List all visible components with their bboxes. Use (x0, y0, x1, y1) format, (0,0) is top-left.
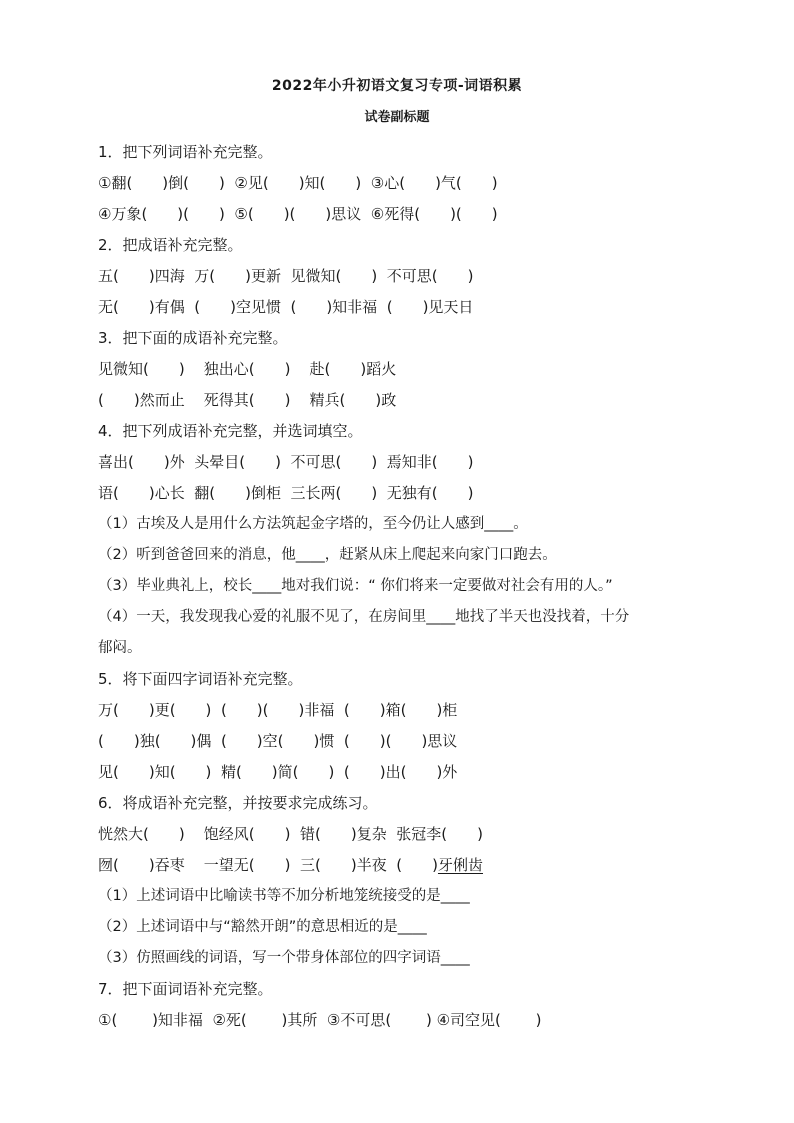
question-6-sub: （2）上述词语中与“豁然开朗”的意思相近的是____ (98, 919, 427, 935)
question-2-line: 五( )四海 万( )更新 见微知( ) 不可思( ) (98, 267, 474, 285)
question-4-sub-continued: 郁闷。 (98, 640, 142, 656)
question-6-line-text: 囫( )吞枣 一望无( ) 三( )半夜 ( ) (98, 856, 438, 874)
question-4-sub: （1）古埃及人是用什么方法筑起金字塔的，至今仍让人感到____。 (98, 516, 528, 532)
question-3-line: ( )然而止 死得其( ) 精兵( )政 (98, 391, 397, 409)
question-4-prompt: 4．把下列成语补充完整，并选词填空。 (98, 422, 363, 440)
question-6-sub: （3）仿照画线的词语，写一个带身体部位的四字词语____ (98, 950, 470, 966)
question-3-prompt: 3．把下面的成语补充完整。 (98, 329, 288, 347)
question-7-line: ①( )知非福 ②死( )其所 ③不可思( ) ④司空见( ) (98, 1011, 542, 1029)
question-5-line: 万( )更( ) ( )( )非福 ( )箱( )柜 (98, 701, 458, 719)
question-5-line: ( )独( )偶 ( )空( )惯 ( )( )思议 (98, 732, 458, 750)
question-6-sub: （1）上述词语中比喻读书等不加分析地笼统接受的是____ (98, 888, 470, 904)
question-6-line (98, 850, 698, 881)
question-4-line: 语( )心长 翻( )倒柜 三长两( ) 无独有( ) (98, 484, 474, 502)
question-5-prompt: 5．将下面四字词语补充完整。 (98, 670, 303, 688)
question-6-prompt: 6．将成语补充完整，并按要求完成练习。 (98, 794, 378, 812)
question-2-line: 无( )有偶 ( )空见惯 ( )知非福 ( )见天日 (98, 298, 474, 316)
underlined-idiom: 牙俐齿 (437, 856, 483, 874)
question-1-prompt: 1．把下列词语补充完整。 (98, 143, 273, 161)
question-2-prompt: 2．把成语补充完整。 (98, 236, 243, 254)
question-1-line: ①翻( )倒( ) ②见( )知( ) ③心( )气( ) (98, 174, 498, 192)
question-6-line: 恍然大( ) 饱经风( ) 错( )复杂 张冠李( ) (98, 825, 483, 843)
question-4-sub: （3）毕业典礼上，校长____地对我们说：“ 你们将来一定要做对社会有用的人。” (98, 578, 613, 594)
question-1-line: ④万象( )( ) ⑤( )( )思议 ⑥死得( )( ) (98, 205, 498, 223)
question-3-line: 见微知( ) 独出心( ) 赴( )蹈火 (98, 360, 397, 378)
question-4-sub: （4）一天，我发现我心爱的礼服不见了，在房间里____地找了半天也没找着，十分 (98, 609, 630, 625)
question-5-line: 见( )知( ) 精( )简( ) ( )出( )外 (98, 763, 458, 781)
page-subtitle: 试卷副标题 (364, 110, 430, 125)
question-4-line: 喜出( )外 头晕目( ) 不可思( ) 焉知非( ) (98, 453, 474, 471)
page-title: 2022年小升初语文复习专项-词语积累 (271, 78, 523, 94)
question-4-sub: （2）听到爸爸回来的消息，他____，赶紧从床上爬起来向家门口跑去。 (98, 547, 557, 563)
question-7-prompt: 7．把下面词语补充完整。 (98, 980, 273, 998)
question-list (98, 137, 698, 1036)
